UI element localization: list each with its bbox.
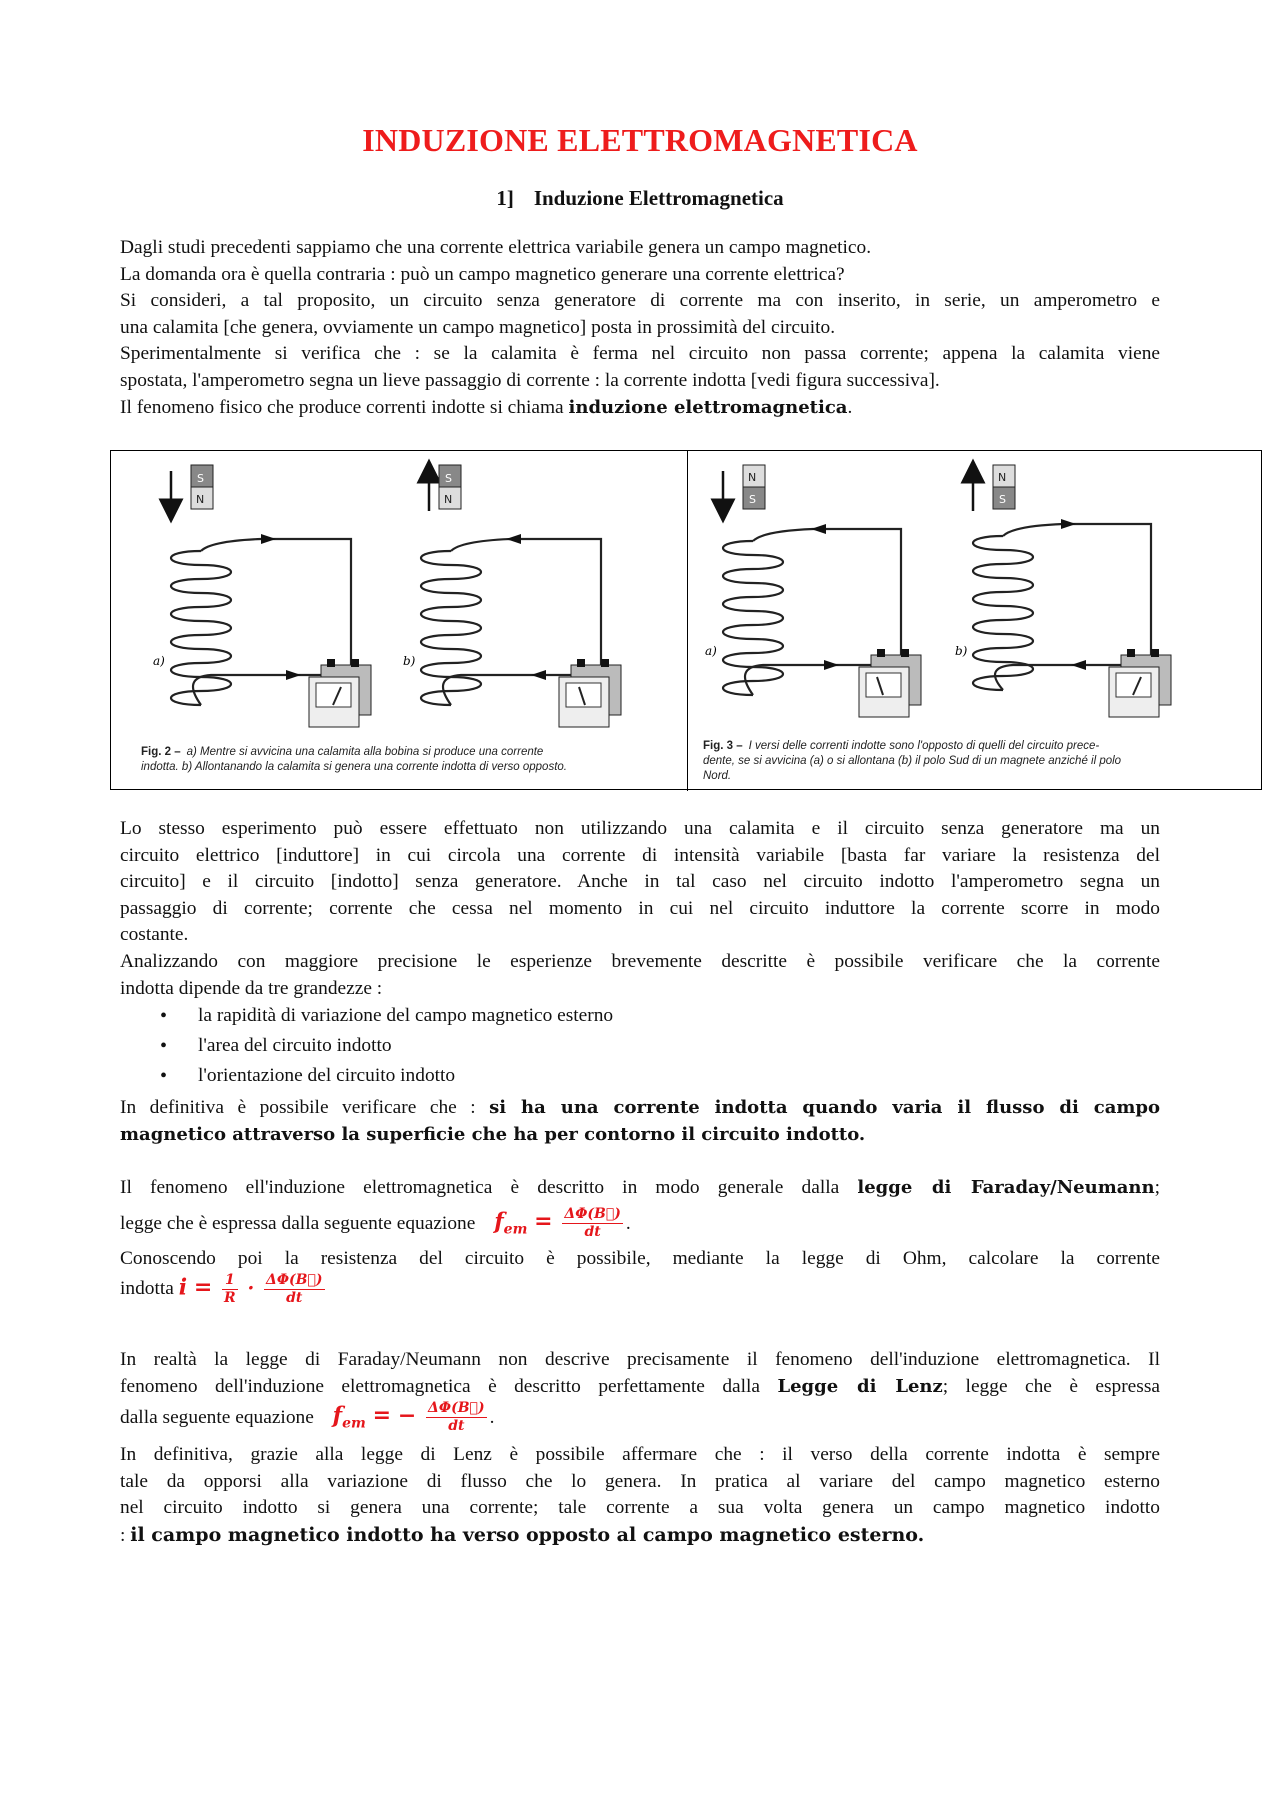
eq-symbol: = [534, 1208, 553, 1235]
eq-numerator: ΔΦ(B⃗) [265, 1272, 323, 1289]
text-line: nel circuito indotto si genera una corrente; tale corrente a sua volta genera un campo magnetico indotto [120, 1497, 1160, 1519]
caption-text: I versi delle correnti indotte sono l'opposto di quelli del circuito prece- [748, 740, 1100, 752]
eq-denominator: R [224, 1290, 236, 1307]
intro-line: Si consideri, a tal proposito, un circuito senza generatore di corrente ma con inserito, in serie, un amperometro e [120, 290, 1160, 312]
eq-symbol: = [372, 1402, 392, 1429]
text-line: Lo stesso esperimento può essere effettuato non utilizzando una calamita e il circuito senza generatore ma un [120, 818, 1160, 839]
caption-text: a) Mentre si avvicina una calamita alla bobina si produce una corrente [186, 746, 544, 758]
text: . [625, 1212, 631, 1234]
text-line: circuito] e il circuito [indotto] senza generatore. Anche in tal caso nel circuito indotto l'amperometro segna un [120, 871, 1160, 893]
caption-label: Fig. 3 – [703, 740, 743, 752]
pole-label: N [748, 471, 757, 484]
pole-label: N [196, 493, 205, 506]
text: indotta [120, 1278, 174, 1300]
eq-subscript: em [342, 1415, 366, 1432]
faraday-paragraph [120, 1175, 1160, 1316]
eq-symbol: − [397, 1402, 417, 1429]
eq-numerator: ΔΦ(B⃗) [564, 1205, 621, 1222]
paragraph-2 [120, 816, 1160, 1002]
text: ; legge che è espressa [942, 1375, 1160, 1397]
intro-text: Il fenomeno fisico che produce correnti indotte si chiama [120, 396, 569, 418]
list-item: • l'orientazione del circuito indotto [160, 1061, 613, 1091]
text-line: tale da opporsi alla variazione di flusso che lo genera. In pratica al variare del campo magnetico esterno [120, 1470, 1160, 1492]
ohm-equation [179, 1272, 328, 1307]
eq-symbol: · [247, 1276, 255, 1300]
key-statement: si ha una corrente indotta quando varia il flusso di campo [489, 1097, 1160, 1118]
caption-text: dente, se si avvicina (a) o si allontana (b) il polo Sud di un magnete anziché il polo [703, 755, 1122, 767]
intro-line: spostata, l'amperometro segna un lieve passaggio di corrente : la corrente indotta [vedi figura successiva]. [120, 369, 940, 391]
eq-numerator: 1 [222, 1272, 238, 1290]
eq-fraction [222, 1272, 238, 1307]
panel-label: b) [955, 644, 968, 658]
text-line: In realtà la legge di Faraday/Neumann non descrive precisamente il fenomeno dell'induzione elettromagnetica. Il [120, 1349, 1160, 1370]
faraday-equation [494, 1206, 626, 1243]
intro-line: una calamita [che genera, ovviamente un campo magnetico] posta in prossimità del circuito. [120, 316, 836, 338]
intro-paragraph [120, 235, 1160, 421]
induction-figure [110, 450, 1262, 790]
lenz-equation [333, 1400, 490, 1437]
eq-fraction [562, 1206, 623, 1241]
panel-fig3-b [955, 465, 1171, 717]
eq-fraction [426, 1400, 487, 1435]
fig3-caption [703, 739, 1251, 784]
caption-label: Fig. 2 – [141, 746, 181, 758]
text-line: indotta dipende da tre grandezze : [120, 977, 383, 999]
text-line [120, 1374, 1160, 1401]
eq-symbol: i [178, 1274, 188, 1301]
intro-text: . [847, 396, 853, 418]
text-line [120, 1400, 1160, 1442]
factors-list [160, 1001, 613, 1091]
eq-symbol: = [193, 1274, 213, 1301]
list-item: • la rapidità di variazione del campo magnetico esterno [160, 1001, 613, 1031]
pole-label: S [197, 472, 204, 485]
eq-denominator: dt [448, 1418, 465, 1435]
pole-label: S [749, 493, 756, 506]
intro-line: Dagli studi precedenti sappiamo che una corrente elettrica variabile genera un campo magnetico. [120, 237, 872, 258]
section-title: Induzione Elettromagnetica [533, 186, 784, 210]
panel-label: b) [403, 654, 416, 668]
eq-symbol: f [494, 1208, 504, 1235]
text-line: Analizzando con maggiore precisione le esperienze brevemente descritte è possibile verificare che la corrente [120, 950, 1160, 972]
pole-label: N [998, 471, 1007, 484]
key-statement: il campo magnetico indotto ha verso opposto al campo magnetico esterno. [130, 1523, 925, 1546]
key-statement: magnetico attraverso la superficie che ha per contorno il circuito indotto. [120, 1123, 866, 1145]
term-induzione: induzione elettromagnetica [568, 396, 848, 418]
text: ; [1154, 1177, 1160, 1198]
text-line [120, 1522, 1160, 1550]
text: legge che è espressa dalla seguente equazione [120, 1212, 476, 1234]
text-line [120, 1175, 1160, 1202]
list-item: • l'area del circuito indotto [160, 1031, 613, 1061]
eq-subscript: em [503, 1221, 528, 1238]
text: : [120, 1524, 131, 1546]
text-line: Conoscendo poi la resistenza del circuito è possibile, mediante la legge di Ohm, calcolare la corrente [120, 1247, 1160, 1269]
text-line: passaggio di corrente; corrente che cessa nel momento in cui nel circuito induttore la corrente scorre in modo [120, 897, 1160, 919]
intro-line [120, 395, 1160, 422]
panel-fig3-a [705, 465, 921, 717]
text-line [120, 1122, 1160, 1149]
eq-symbol: f [332, 1402, 343, 1429]
panel-fig2-b [403, 465, 621, 727]
eq-denominator: dt [584, 1223, 601, 1240]
eq-denominator: dt [286, 1290, 303, 1307]
text-line [120, 1206, 1160, 1246]
text: . [489, 1407, 495, 1429]
panel-fig2-a [153, 465, 371, 727]
text-line [120, 1272, 1160, 1316]
pole-label: S [999, 493, 1006, 506]
text: Il fenomeno ell'induzione elettromagnetica è descritto in modo generale dalla [120, 1177, 858, 1198]
panel-label: a) [153, 654, 165, 668]
section-number: 1] [496, 186, 514, 210]
text-line: costante. [120, 924, 189, 946]
text-line: circuito elettrico [induttore] in cui circola una corrente di intensità variabile [basta far variare la resistenza del [120, 844, 1160, 866]
fig2-caption [141, 745, 681, 775]
text-line: In definitiva, grazie alla legge di Lenz è possibile affermare che : il verso della corrente indotta è sempre [120, 1444, 1160, 1466]
caption-text: Nord. [703, 770, 732, 782]
text: In definitiva è possibile verificare che : [120, 1097, 490, 1118]
term-lenz: Legge di Lenz [777, 1375, 943, 1397]
pole-label: S [445, 472, 452, 485]
text-line [120, 1095, 1160, 1122]
panel-label: a) [705, 644, 717, 658]
text: fenomeno dell'induzione elettromagnetica è descritto perfettamente dalla [120, 1375, 778, 1397]
document-title: INDUZIONE ELETTROMAGNETICA [362, 122, 918, 158]
eq-numerator: ΔΦ(B⃗) [428, 1400, 485, 1417]
lenz-paragraph [120, 1347, 1160, 1550]
term-faraday: legge di Faraday/Neumann [857, 1177, 1155, 1198]
conclusion-paragraph [120, 1095, 1160, 1148]
eq-fraction [264, 1272, 325, 1307]
section-heading [120, 186, 1160, 211]
intro-line: La domanda ora è quella contraria : può un campo magnetico generare una corrente elettrica? [120, 263, 845, 285]
intro-line: Sperimentalmente si verifica che : se la calamita è ferma nel circuito non passa corrente; appena la calamita viene [120, 343, 1160, 365]
pole-label: N [444, 493, 453, 506]
text: dalla seguente equazione [120, 1407, 314, 1429]
caption-text: indotta. b) Allontanando la calamita si genera una corrente indotta di verso opposto. [141, 761, 567, 773]
